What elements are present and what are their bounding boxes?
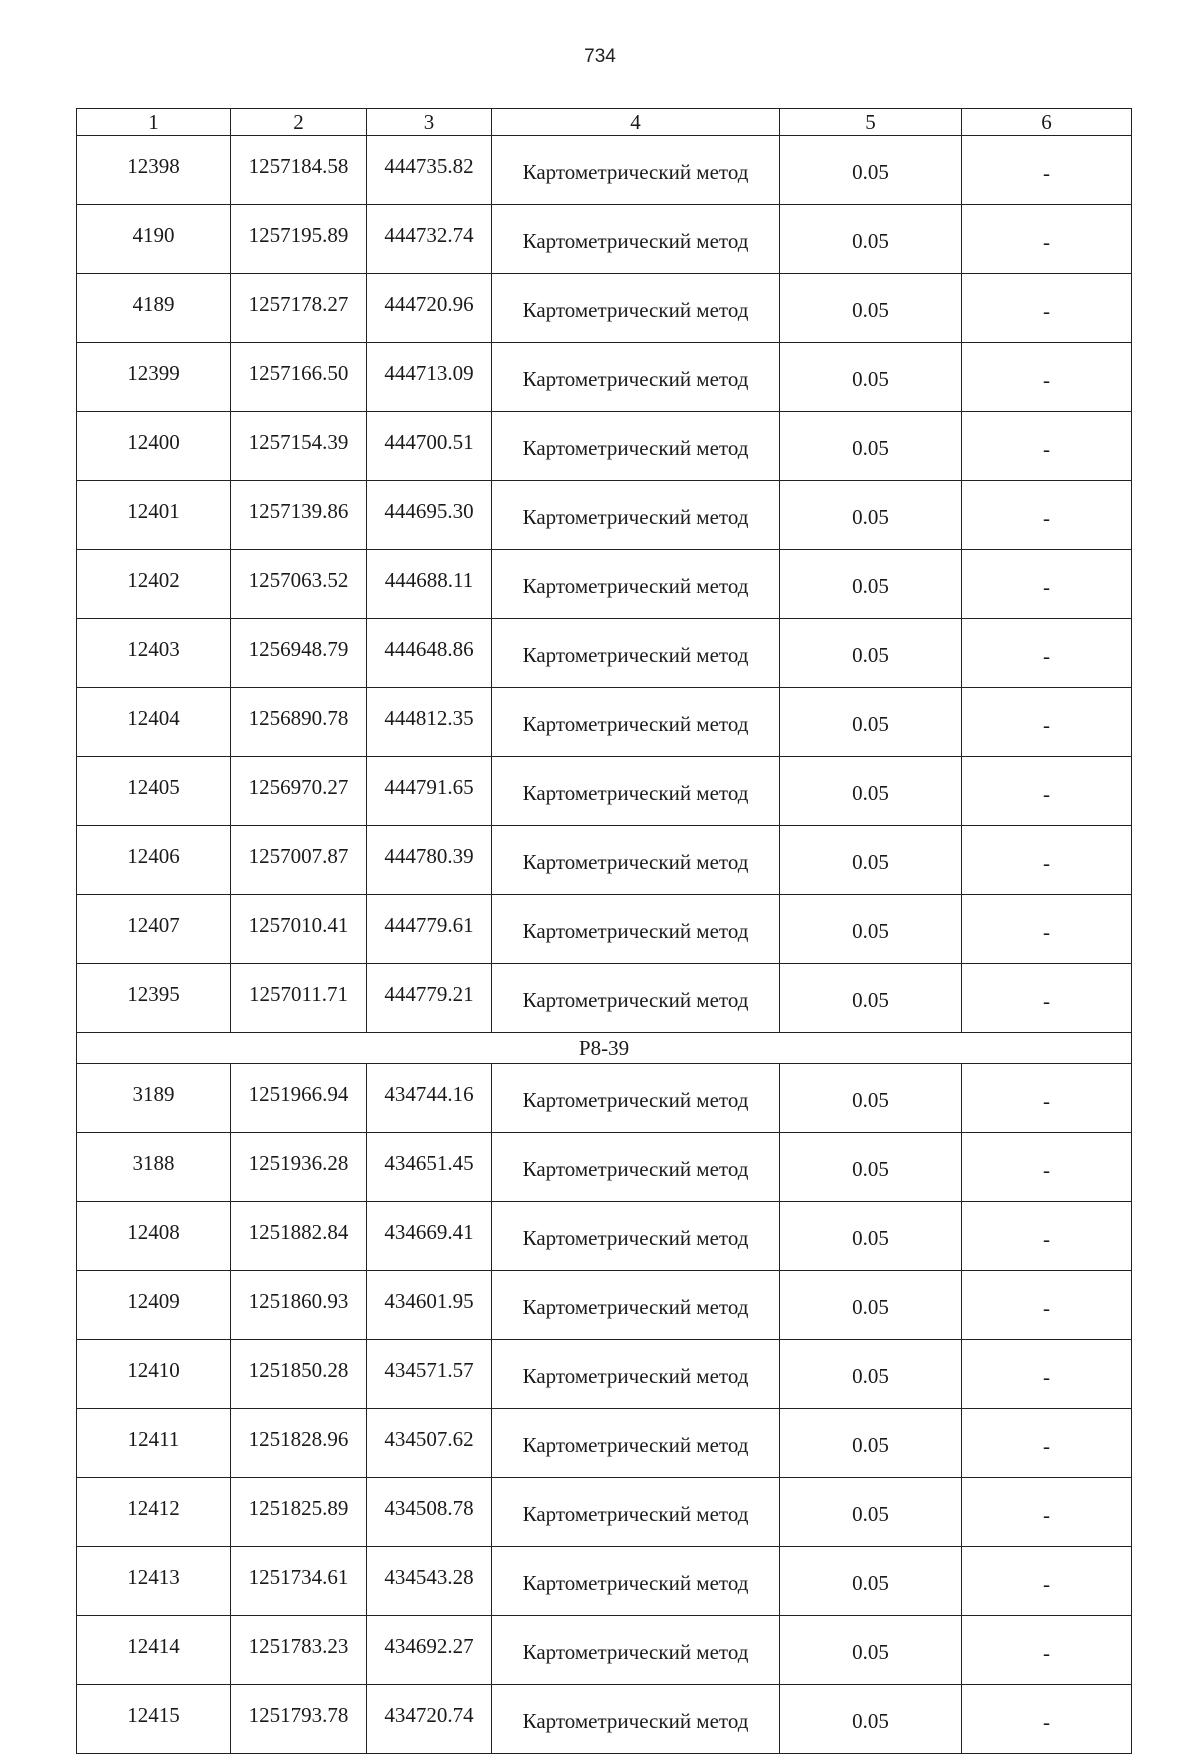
accuracy-value: 0.05	[780, 895, 962, 964]
coordinate-y: 444779.21	[367, 964, 492, 1033]
accuracy-value: 0.05	[780, 1409, 962, 1478]
note-value: -	[962, 412, 1132, 481]
coordinate-x: 1251882.84	[231, 1202, 367, 1271]
coordinate-y: 434669.41	[367, 1202, 492, 1271]
accuracy-value: 0.05	[780, 1547, 962, 1616]
accuracy-value: 0.05	[780, 1064, 962, 1133]
table-row	[77, 1271, 1132, 1340]
accuracy-value: 0.05	[780, 619, 962, 688]
coordinates-table	[76, 108, 1132, 1754]
coordinate-y: 444779.61	[367, 895, 492, 964]
coordinate-x: 1251793.78	[231, 1685, 367, 1754]
determination-method: Картометрический метод	[492, 550, 780, 619]
coordinate-x: 1251734.61	[231, 1547, 367, 1616]
point-number: 12408	[77, 1202, 231, 1271]
point-number: 12415	[77, 1685, 231, 1754]
point-number: 12404	[77, 688, 231, 757]
table-row	[77, 1340, 1132, 1409]
point-number: 3188	[77, 1133, 231, 1202]
table-header-row	[77, 109, 1132, 136]
note-value: -	[962, 1409, 1132, 1478]
column-header: 1	[77, 109, 231, 136]
accuracy-value: 0.05	[780, 1271, 962, 1340]
point-number: 12407	[77, 895, 231, 964]
coordinate-y: 434651.45	[367, 1133, 492, 1202]
coordinate-x: 1257178.27	[231, 274, 367, 343]
coordinate-y: 434571.57	[367, 1340, 492, 1409]
accuracy-value: 0.05	[780, 343, 962, 412]
point-number: 12395	[77, 964, 231, 1033]
coordinate-y: 444713.09	[367, 343, 492, 412]
accuracy-value: 0.05	[780, 481, 962, 550]
accuracy-value: 0.05	[780, 1478, 962, 1547]
column-header: 4	[492, 109, 780, 136]
accuracy-value: 0.05	[780, 688, 962, 757]
note-value: -	[962, 136, 1132, 205]
accuracy-value: 0.05	[780, 1202, 962, 1271]
coordinate-x: 1257195.89	[231, 205, 367, 274]
table-row	[77, 1064, 1132, 1133]
determination-method: Картометрический метод	[492, 757, 780, 826]
note-value: -	[962, 1547, 1132, 1616]
coordinate-y: 444688.11	[367, 550, 492, 619]
coordinate-y: 444648.86	[367, 619, 492, 688]
table-row	[77, 343, 1132, 412]
coordinate-y: 444791.65	[367, 757, 492, 826]
determination-method: Картометрический метод	[492, 619, 780, 688]
point-number: 12410	[77, 1340, 231, 1409]
point-number: 12406	[77, 826, 231, 895]
table-row	[77, 1202, 1132, 1271]
determination-method: Картометрический метод	[492, 136, 780, 205]
point-number: 12411	[77, 1409, 231, 1478]
table-row	[77, 1547, 1132, 1616]
accuracy-value: 0.05	[780, 274, 962, 343]
table-row	[77, 136, 1132, 205]
coordinate-y: 434601.95	[367, 1271, 492, 1340]
note-value: -	[962, 1616, 1132, 1685]
coordinate-y: 434508.78	[367, 1478, 492, 1547]
table-row	[77, 481, 1132, 550]
accuracy-value: 0.05	[780, 1616, 962, 1685]
table-row	[77, 826, 1132, 895]
point-number: 3189	[77, 1064, 231, 1133]
determination-method: Картометрический метод	[492, 343, 780, 412]
column-header: 3	[367, 109, 492, 136]
note-value: -	[962, 481, 1132, 550]
coordinate-x: 1257011.71	[231, 964, 367, 1033]
accuracy-value: 0.05	[780, 1133, 962, 1202]
determination-method: Картометрический метод	[492, 1616, 780, 1685]
table-body-top	[77, 136, 1132, 1033]
table-row	[77, 619, 1132, 688]
table-row	[77, 688, 1132, 757]
point-number: 4190	[77, 205, 231, 274]
coordinate-x: 1251966.94	[231, 1064, 367, 1133]
determination-method: Картометрический метод	[492, 1685, 780, 1754]
coordinate-y: 444732.74	[367, 205, 492, 274]
table-row	[77, 412, 1132, 481]
coordinate-y: 444720.96	[367, 274, 492, 343]
column-header: 5	[780, 109, 962, 136]
note-value: -	[962, 550, 1132, 619]
section-row	[77, 1033, 1132, 1064]
determination-method: Картометрический метод	[492, 1271, 780, 1340]
coordinate-y: 434543.28	[367, 1547, 492, 1616]
point-number: 4189	[77, 274, 231, 343]
table-row	[77, 205, 1132, 274]
determination-method: Картометрический метод	[492, 964, 780, 1033]
accuracy-value: 0.05	[780, 205, 962, 274]
coordinate-x: 1256890.78	[231, 688, 367, 757]
table-row	[77, 1409, 1132, 1478]
table-row	[77, 1685, 1132, 1754]
note-value: -	[962, 1271, 1132, 1340]
note-value: -	[962, 343, 1132, 412]
note-value: -	[962, 274, 1132, 343]
determination-method: Картометрический метод	[492, 1202, 780, 1271]
coordinate-y: 444780.39	[367, 826, 492, 895]
note-value: -	[962, 619, 1132, 688]
point-number: 12403	[77, 619, 231, 688]
note-value: -	[962, 1133, 1132, 1202]
coordinate-x: 1256948.79	[231, 619, 367, 688]
accuracy-value: 0.05	[780, 964, 962, 1033]
coordinate-x: 1257154.39	[231, 412, 367, 481]
determination-method: Картометрический метод	[492, 688, 780, 757]
coordinate-y: 444735.82	[367, 136, 492, 205]
point-number: 12402	[77, 550, 231, 619]
page-number: 734	[584, 46, 616, 67]
note-value: -	[962, 1478, 1132, 1547]
column-header: 6	[962, 109, 1132, 136]
note-value: -	[962, 205, 1132, 274]
accuracy-value: 0.05	[780, 826, 962, 895]
determination-method: Картометрический метод	[492, 412, 780, 481]
table-row	[77, 964, 1132, 1033]
coordinate-x: 1251825.89	[231, 1478, 367, 1547]
determination-method: Картометрический метод	[492, 205, 780, 274]
accuracy-value: 0.05	[780, 550, 962, 619]
coordinate-x: 1256970.27	[231, 757, 367, 826]
determination-method: Картометрический метод	[492, 1340, 780, 1409]
table-row	[77, 1478, 1132, 1547]
point-number: 12398	[77, 136, 231, 205]
coordinate-y: 444695.30	[367, 481, 492, 550]
note-value: -	[962, 1340, 1132, 1409]
column-header: 2	[231, 109, 367, 136]
note-value: -	[962, 1202, 1132, 1271]
coordinate-x: 1251850.28	[231, 1340, 367, 1409]
determination-method: Картометрический метод	[492, 895, 780, 964]
point-number: 12401	[77, 481, 231, 550]
table-row	[77, 550, 1132, 619]
note-value: -	[962, 1685, 1132, 1754]
determination-method: Картометрический метод	[492, 1064, 780, 1133]
coordinate-x: 1257184.58	[231, 136, 367, 205]
coordinate-y: 434507.62	[367, 1409, 492, 1478]
determination-method: Картометрический метод	[492, 481, 780, 550]
determination-method: Картометрический метод	[492, 1547, 780, 1616]
coordinate-x: 1257166.50	[231, 343, 367, 412]
table-row	[77, 895, 1132, 964]
accuracy-value: 0.05	[780, 1340, 962, 1409]
accuracy-value: 0.05	[780, 412, 962, 481]
point-number: 12414	[77, 1616, 231, 1685]
coordinate-x: 1257139.86	[231, 481, 367, 550]
accuracy-value: 0.05	[780, 1685, 962, 1754]
coordinate-x: 1257063.52	[231, 550, 367, 619]
table-row	[77, 1616, 1132, 1685]
point-number: 12400	[77, 412, 231, 481]
note-value: -	[962, 688, 1132, 757]
point-number: 12405	[77, 757, 231, 826]
note-value: -	[962, 826, 1132, 895]
section-label: Р8-39	[77, 1033, 1132, 1064]
coordinate-x: 1251783.23	[231, 1616, 367, 1685]
note-value: -	[962, 895, 1132, 964]
coordinate-y: 434692.27	[367, 1616, 492, 1685]
note-value: -	[962, 1064, 1132, 1133]
coordinate-x: 1251936.28	[231, 1133, 367, 1202]
table-row	[77, 1133, 1132, 1202]
determination-method: Картометрический метод	[492, 1409, 780, 1478]
point-number: 12399	[77, 343, 231, 412]
note-value: -	[962, 757, 1132, 826]
determination-method: Картометрический метод	[492, 274, 780, 343]
point-number: 12409	[77, 1271, 231, 1340]
accuracy-value: 0.05	[780, 136, 962, 205]
coordinate-y: 444700.51	[367, 412, 492, 481]
coordinate-y: 444812.35	[367, 688, 492, 757]
coordinate-x: 1251860.93	[231, 1271, 367, 1340]
coordinate-x: 1257007.87	[231, 826, 367, 895]
section-body	[77, 1033, 1132, 1064]
coordinate-x: 1251828.96	[231, 1409, 367, 1478]
table-body-bottom	[77, 1064, 1132, 1754]
determination-method: Картометрический метод	[492, 1478, 780, 1547]
table-row	[77, 274, 1132, 343]
determination-method: Картометрический метод	[492, 826, 780, 895]
determination-method: Картометрический метод	[492, 1133, 780, 1202]
point-number: 12412	[77, 1478, 231, 1547]
table-row	[77, 757, 1132, 826]
coordinate-y: 434744.16	[367, 1064, 492, 1133]
coordinate-y: 434720.74	[367, 1685, 492, 1754]
note-value: -	[962, 964, 1132, 1033]
accuracy-value: 0.05	[780, 757, 962, 826]
coordinate-x: 1257010.41	[231, 895, 367, 964]
point-number: 12413	[77, 1547, 231, 1616]
